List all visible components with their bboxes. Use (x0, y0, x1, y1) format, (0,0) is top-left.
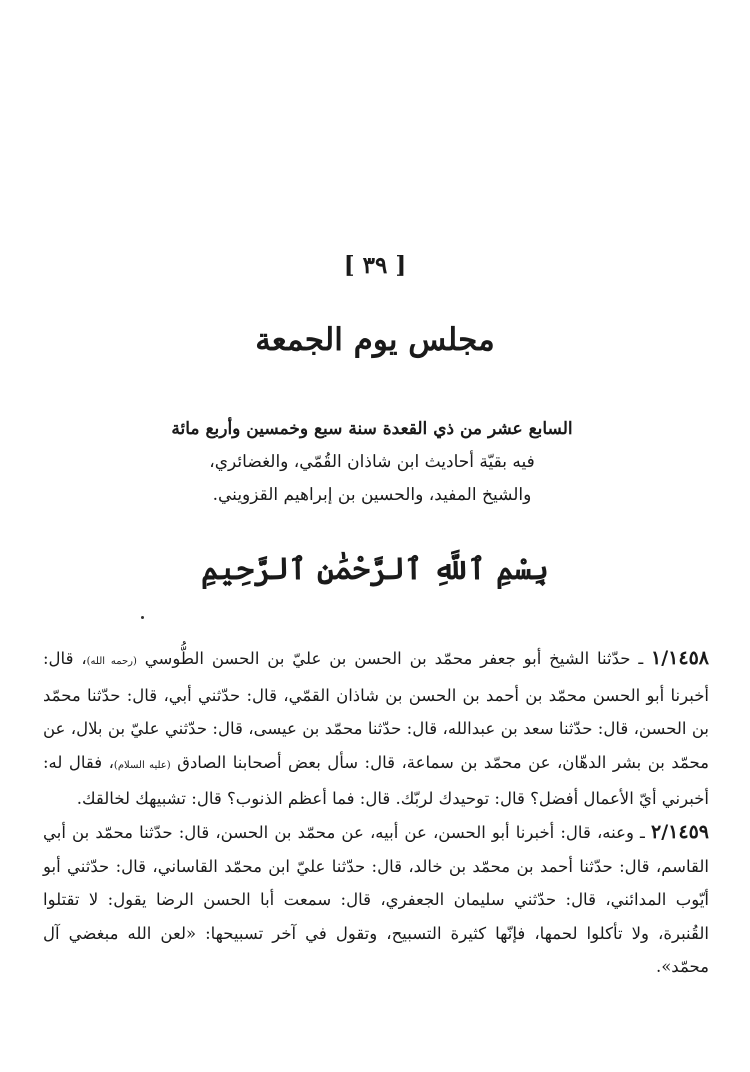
chapter-number: [ ٣٩ ] (343, 252, 407, 279)
hadith-text: ـ وعنه، قال: أخبرنا أبو الحسن، عن أبيه، عن محمّد بن الحسن، قال: حدّثنا محمّد بن أبي القاسم، قال: حدّثنا أحمد بن محمّد بن خالد، قال: حدّثنا عليّ ابن محمّد القاساني، قال: حدّثني أبو أيّوب المدائني، قال: حدّثني سليمان الجعفري، قال: سمعت أبا الحسن الرضا يقول: لا تقتلوا القُنبرة، ولا تأكلوا لحمها، فإنّها كثيرة التسبيح، وتقول في آخر تسبيحها: «لعن الله مبغضي آل محمّد». (43, 822, 709, 977)
hadith-number: ٢/١٤٥٩ (651, 820, 709, 843)
honorific-note: (عليه السلام) (113, 759, 171, 771)
basmala: بِسْمِ ٱللَّهِ ٱلرَّحْمَٰنِ ٱلرَّحِيمِ (201, 552, 549, 587)
subtitle-contents-line-1: فيه بقيّة أحاديث ابن شاذان القُمّي، والغضائري، (209, 452, 535, 472)
chapter-subtitle (152, 413, 592, 512)
hadith-number: ١/١٤٥٨ (651, 647, 709, 669)
hadith-text: ـ حدّثنا الشيخ أبو جعفر محمّد بن الحسن بن عليّ بن الحسن الطُّوسي (136, 649, 652, 668)
hadith-paragraph (43, 816, 709, 984)
subtitle-date-line: السابع عشر من ذي القعدة سنة سبع وخمسين وأربع مائة (171, 419, 573, 439)
hadith-text: ، فقال له: أخبرني أيّ الأعمال أفضل؟ قال: توحيدك لربّك. قال: فما أعظم الذنوب؟ قال: تشبيهك لخالقك. (43, 752, 709, 809)
honorific-note: (رحمه الله) (86, 656, 137, 667)
page-title: مجلس يوم الجمعة (255, 322, 495, 358)
decorative-dot (141, 616, 144, 619)
hadith-body (43, 642, 709, 984)
hadith-text: ، قال: أخبرنا أبو الحسن محمّد بن أحمد بن الحسن بن شاذان القمّي، قال: حدّثني أبي، قال: حدّثنا محمّد بن الحسن، قال: حدّثنا سعد بن عبدالله، قال: حدّثنا محمّد بن عيسى، قال: حدّثني عليّ بن بلال، عن محمّد بن بشر الدهّان، عن محمّد بن سماعة، قال: سأل بعض أصحابنا الصادق (43, 649, 710, 772)
subtitle-contents-line-2: والشيخ المفيد، والحسين بن إبراهيم القزويني. (212, 485, 532, 505)
hadith-paragraph (43, 642, 709, 816)
